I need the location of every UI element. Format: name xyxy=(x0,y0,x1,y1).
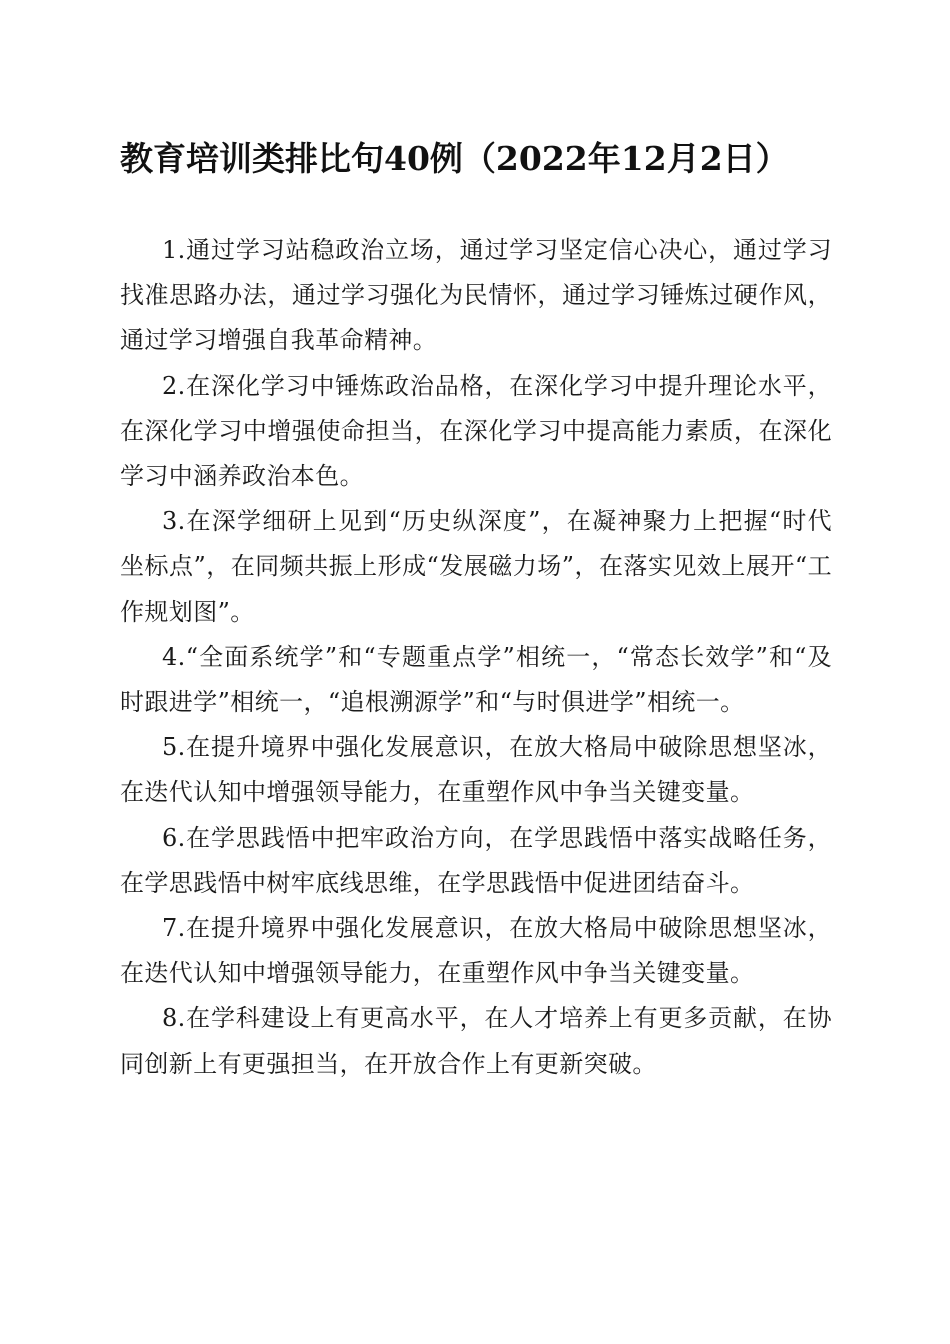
paragraph-2: 2.在深化学习中锤炼政治品格，在深化学习中提升理论水平，在深化学习中增强使命担当，在深化学习中提高能力素质，在深化学习中涵养政治本色。 xyxy=(120,371,832,491)
paragraph-8: 8.在学科建设上有更高水平，在人才培养上有更多贡献，在协同创新上有更强担当，在开放合作上有更新突破。 xyxy=(120,1004,832,1078)
paragraph-4: 4.“全面系统学”和“专题重点学”相统一，“常态长效学”和“及时跟进学”相统一，“追根溯源学”和“与时俱进学”相统一。 xyxy=(120,642,832,717)
document-title: 教育培训类排比句40例（2022年12月2日） xyxy=(120,139,789,178)
paragraph-6: 6.在学思践悟中把牢政治方向，在学思践悟中落实战略任务，在学思践悟中树牢底线思维，在学思践悟中促进团结奋斗。 xyxy=(120,823,832,897)
paragraph-7: 7.在提升境界中强化发展意识，在放大格局中破除思想坚冰，在迭代认知中增强领导能力，在重塑作风中争当关键变量。 xyxy=(120,914,832,988)
paragraph-5: 5.在提升境界中强化发展意识，在放大格局中破除思想坚冰，在迭代认知中增强领导能力，在重塑作风中争当关键变量。 xyxy=(120,733,832,807)
document-body xyxy=(120,228,832,1087)
paragraph-1: 1.通过学习站稳政治立场，通过学习坚定信心决心，通过学习找准思路办法，通过学习强化为民情怀，通过学习锤炼过硬作风，通过学习增强自我革命精神。 xyxy=(120,236,832,355)
paragraph-3: 3.在深学细研上见到“历史纵深度”，在凝神聚力上把握“时代坐标点”，在同频共振上形成“发展磁力场”，在落实见效上展开“工作规划图”。 xyxy=(120,507,832,626)
